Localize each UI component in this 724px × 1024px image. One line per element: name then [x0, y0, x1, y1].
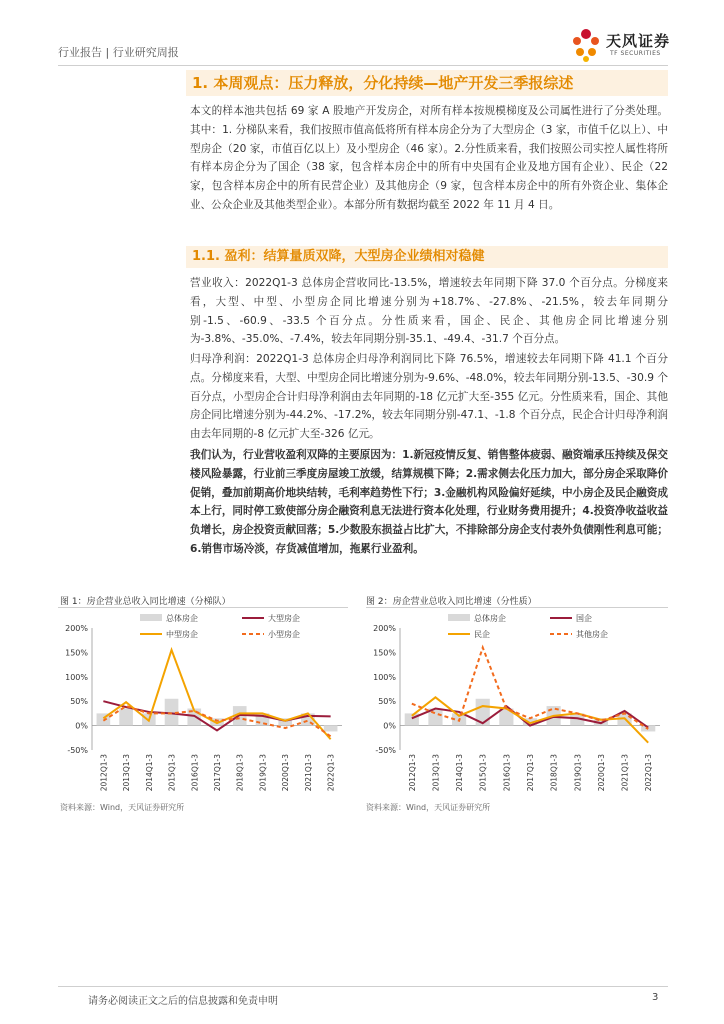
legend-label: 民企 — [474, 630, 490, 639]
header-divider — [58, 65, 668, 66]
company-logo — [568, 26, 678, 66]
x-tick-label: 2019Q1-3 — [573, 754, 583, 792]
x-tick-label: 2015Q1-3 — [167, 754, 177, 792]
logo-name: 天风证券 — [606, 32, 671, 50]
y-tick-label: 100% — [373, 672, 396, 682]
page-number: 3 — [652, 992, 659, 1003]
x-tick-label: 2012Q1-3 — [407, 754, 417, 792]
legend-label: 小型房企 — [268, 630, 300, 639]
x-tick-label: 2017Q1-3 — [526, 754, 535, 792]
logo-name-en: TF SECURITIES — [610, 50, 661, 57]
x-tick-label: 2013Q1-3 — [431, 754, 441, 792]
figure-1-source: 资料来源：Wind，天风证券研究所 — [60, 803, 185, 812]
x-tick-label: 2016Q1-3 — [190, 754, 200, 792]
figure-1-chart — [58, 608, 350, 798]
section-1-title: 1. 本周观点：压力释放，分化持续—地产开发三季报综述 — [186, 70, 668, 96]
x-tick-label: 2021Q1-3 — [303, 754, 313, 792]
legend-label: 其他房企 — [576, 630, 608, 639]
y-tick-label: 150% — [373, 648, 396, 658]
figure-1-title: 图 1：房企营业总收入同比增速（分梯队） — [60, 597, 231, 607]
x-tick-label: 2018Q1-3 — [549, 754, 559, 792]
y-tick-label: 150% — [65, 648, 88, 658]
y-tick-label: 200% — [373, 624, 396, 633]
y-tick-label: -50% — [375, 746, 396, 755]
x-tick-label: 2012Q1-3 — [99, 754, 109, 792]
section-1-intro: 本文的样本池共包括 69 家 A 股地产开发房企，对所有样本按规模梯度及公司属性进行了分类处理。其中：1. 分梯队来看，我们按照市值高低将所有样本房企分为了大型房企（3 家，市值千亿以上）、中型房企（20 家，市值百亿以上）及小型房企（46 家）。2.分性质来看，我们按照公司实控人属性将所有样本房企分为了国企（38 家，包含样本房企中的所有中央国有企业及地方国有企业）、民企（22 家，包含样本房企中的所有民营企业）及其他房企（9 家，包含样本房企中的所有外资企业、集体企业、公众企业及其他类型企业）。本部分所有数据均截至 2022 年 11 月 4 日。 — [190, 105, 668, 211]
bar-total — [324, 726, 338, 732]
x-tick-label: 2016Q1-3 — [502, 754, 512, 792]
legend-label: 大型房企 — [268, 614, 300, 623]
header-breadcrumb: 行业报告 | 行业研究周报 — [58, 46, 179, 59]
footer-divider — [58, 986, 668, 987]
legend-label: 国企 — [576, 614, 592, 623]
y-tick-label: 100% — [65, 672, 88, 682]
x-tick-label: 2020Q1-3 — [281, 754, 291, 792]
legend-label: 中型房企 — [166, 630, 198, 639]
y-tick-label: 0% — [383, 721, 396, 731]
logo-flower-icon — [568, 26, 604, 64]
footer-disclaimer: 请务必阅读正文之后的信息披露和免责申明 — [88, 996, 278, 1007]
figure-2-source: 资料来源：Wind，天风证券研究所 — [366, 803, 491, 812]
x-tick-label: 2022Q1-3 — [326, 754, 336, 792]
x-tick-label: 2014Q1-3 — [144, 754, 154, 792]
y-tick-label: 0% — [75, 721, 88, 731]
x-tick-label: 2020Q1-3 — [596, 754, 606, 792]
y-tick-label: 200% — [65, 624, 88, 633]
legend-label: 总体房企 — [166, 614, 198, 623]
y-tick-label: -50% — [67, 746, 88, 755]
x-tick-label: 2014Q1-3 — [455, 754, 465, 792]
figure-2-chart — [366, 608, 668, 798]
x-tick-label: 2018Q1-3 — [235, 754, 245, 792]
reasons-paragraph: 我们认为，行业营收盈利双降的主要原因为：1.新冠疫情反复、销售整体疲弱、融资端承压持续及保交楼风险暴露，行业前三季度房屋竣工放缓，结算规模下降；2.需求侧去化压力加大，部分房企采取降价促销，叠加前期高价地块结转，毛利率趋势性下行；3.金融机构风险偏好延续，中小房企及民企融资成本上行，同时停工致使部分房企融资利息无法进行资本化处理，行业财务费用提升；4.投资净收益收益负增长，房企投资贡献回落；5.少数股东损益占比扩大，不排除部分房企支付表外负债刚性利息可能；6.销售市场冷淡，存货减值增加，拖累行业盈利。 — [190, 449, 668, 555]
legend-label: 总体房企 — [474, 614, 506, 623]
x-tick-label: 2021Q1-3 — [620, 754, 630, 792]
x-tick-label: 2019Q1-3 — [258, 754, 268, 792]
y-tick-label: 50% — [70, 697, 88, 707]
section-1-1-title: 1.1. 盈利：结算量质双降，大型房企业绩相对稳健 — [186, 246, 668, 268]
revenue-paragraph: 营业收入：2022Q1-3 总体房企营收同比-13.5%，增速较去年同期下降 37.0 个百分点。分梯度来看，大型、中型、小型房企同比增速分别为+18.7%、-27.8%、-21.5%，较去年同期分别-1.5、-60.9、-33.5 个百分点。分性质来看，国企、民企、其他房企同比增速分别为-3.8%、-35.0%、-7.4%，较去年同期分别-35.1、-49.4、-31.7 个百分点。 — [190, 277, 668, 346]
legend-swatch — [140, 614, 162, 621]
netprofit-paragraph: 归母净利润：2022Q1-3 总体房企归母净利润同比下降 76.5%，增速较去年同期下降 41.1 个百分点。分梯度来看，大型、中型房企同比增速分别为-9.6%、-48.0%，较去年同期分别-13.5、-30.9 个百分点，小型房企合计归母净利润由去年同期的-18 亿元扩大至-355 亿元。分性质来看，国企、其他房企同比增速分别为-44.2%、-17.2%，较去年同期分别-47.1、-1.8 个百分点，民企合计归母净利润由去年同期的-8 亿元扩大至-326 亿元。 — [190, 353, 668, 441]
x-tick-label: 2013Q1-3 — [122, 754, 132, 792]
y-tick-label: 50% — [378, 697, 396, 707]
x-tick-label: 2017Q1-3 — [213, 754, 222, 792]
x-tick-label: 2015Q1-3 — [478, 754, 488, 792]
bar-total — [119, 709, 133, 726]
x-tick-label: 2022Q1-3 — [644, 754, 654, 792]
legend-swatch — [448, 614, 470, 621]
figure-2-title: 图 2：房企营业总收入同比增速（分性质） — [366, 597, 537, 607]
series-line-大型房企 — [103, 701, 330, 730]
